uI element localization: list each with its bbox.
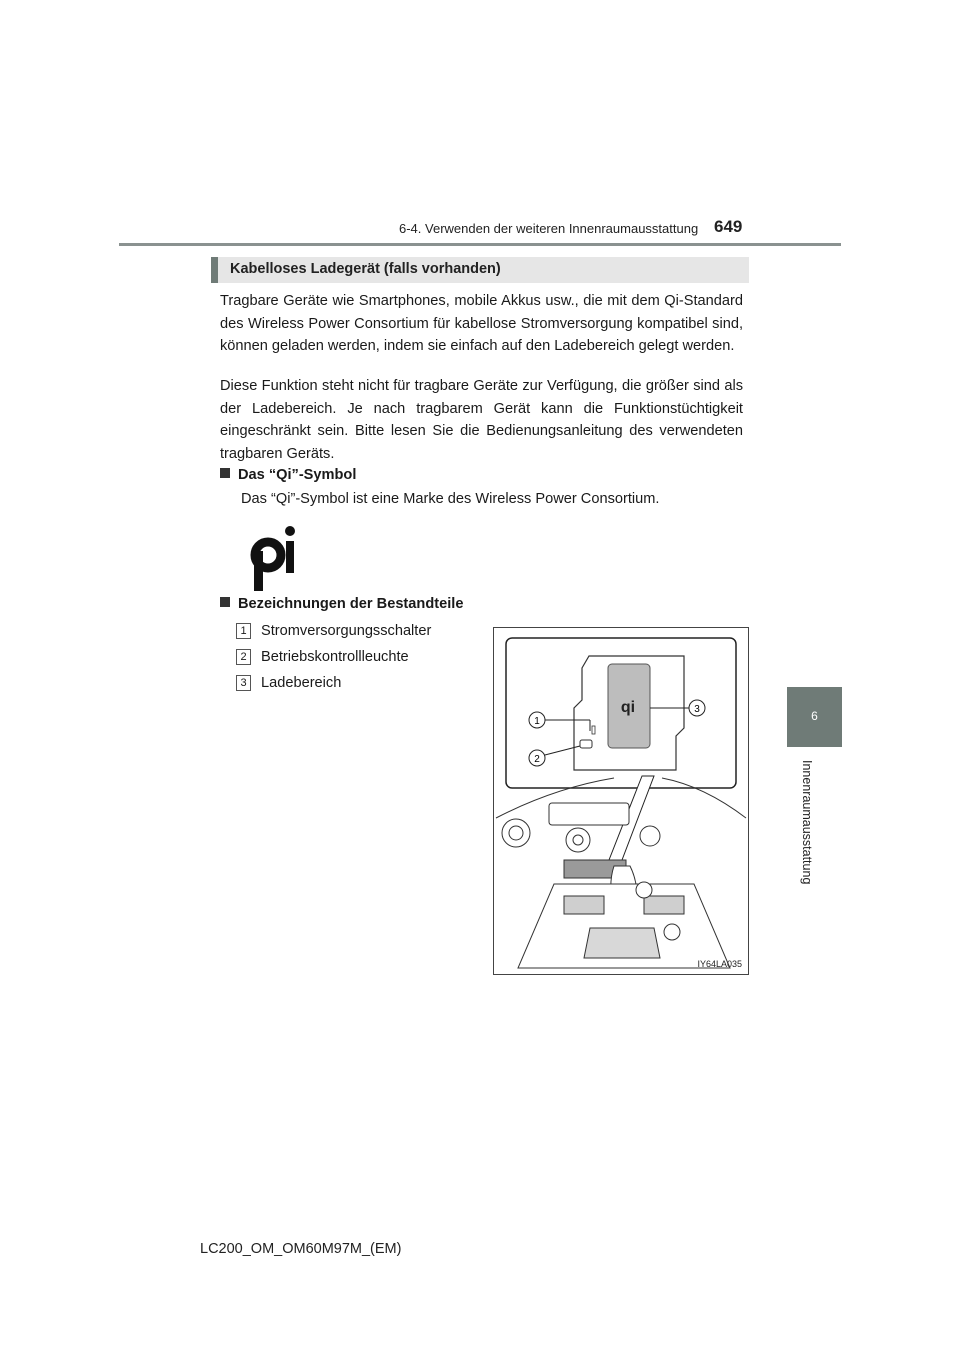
- callout-3: 3: [694, 704, 700, 715]
- page-number: 649: [714, 217, 743, 236]
- component-item-3: [236, 675, 341, 691]
- figure-code: IY64LA035: [697, 959, 742, 969]
- indicator-light: [592, 726, 595, 734]
- console-drawing: [494, 628, 748, 974]
- power-switch: [580, 740, 592, 748]
- qi-symbol-text: Das “Qi”-Symbol ist eine Marke des Wireless Power Consortium.: [241, 491, 660, 507]
- page-header-section: 6-4. Verwenden der weiteren Innenraumausstattung: [399, 221, 699, 236]
- component-number: 2: [236, 649, 251, 665]
- header-rule: [119, 243, 841, 246]
- qi-logo-icon: [250, 525, 300, 591]
- chapter-side-label: Innenraumausstattung: [800, 760, 814, 885]
- limitation-paragraph: Diese Funktion steht nicht für tragbare Geräte zur Verfügung, die größer sind als der Ladebereich. Je nach tragbarem Gerät kann die Funktionstüchtigkeit eingeschränkt sein. Bitte lesen Sie die Bedienungsanleitung des verwendeten tragbaren Geräts.: [220, 378, 743, 462]
- callout-2: 2: [534, 754, 540, 765]
- components-heading-text: Bezeichnungen der Bestandteile: [238, 596, 464, 612]
- qi-symbol-heading: [220, 467, 356, 483]
- square-bullet-icon: [220, 597, 230, 607]
- component-number: 3: [236, 675, 251, 691]
- chapter-number: 6: [811, 709, 818, 723]
- charging-pad-qi-mark: qi: [620, 699, 636, 716]
- component-item-1: [236, 623, 431, 639]
- intro-paragraph: Tragbare Geräte wie Smartphones, mobile Akkus usw., die mit dem Qi-Standard des Wireless Power Consortium für kabellose Stromversorgung kompatibel sind, können geladen werden, indem sie einfach auf den Ladebereich gelegt werden.: [220, 293, 743, 354]
- components-heading: [220, 596, 463, 612]
- section-title: Kabelloses Ladegerät (falls vorhanden): [230, 261, 501, 277]
- chapter-tab: [787, 687, 842, 747]
- square-bullet-icon: [220, 468, 230, 478]
- console-illustration: [493, 627, 749, 975]
- component-item-2: [236, 649, 409, 665]
- component-number: 1: [236, 623, 251, 639]
- component-label: Stromversorgungsschalter: [261, 623, 432, 639]
- qi-heading-text: Das “Qi”-Symbol: [238, 467, 357, 483]
- callout-1: 1: [534, 716, 540, 727]
- section-title-bar: [211, 257, 749, 283]
- component-label: Betriebskontrollleuchte: [261, 649, 409, 665]
- footer-doc-id: LC200_OM_OM60M97M_(EM): [200, 1241, 402, 1257]
- component-label: Ladebereich: [261, 675, 342, 691]
